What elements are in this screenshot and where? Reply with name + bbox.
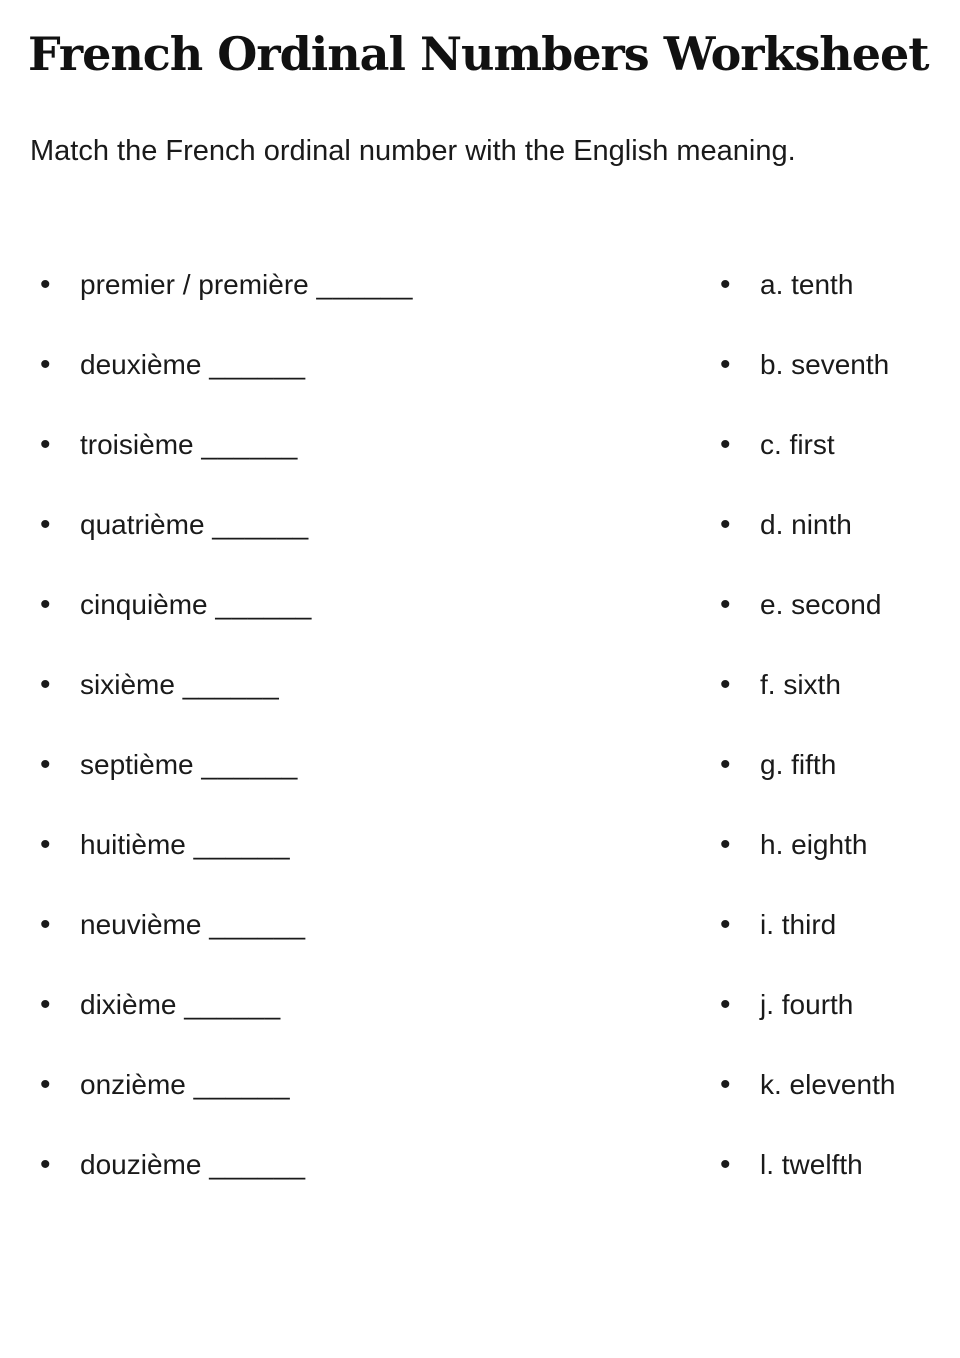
- english-meaning-label: c. first: [760, 429, 835, 460]
- french-ordinal-item: [40, 263, 413, 343]
- answer-blank: ______: [184, 989, 281, 1020]
- french-ordinal-item: [40, 503, 413, 583]
- bullet-icon: •: [40, 668, 51, 701]
- bullet-icon: •: [40, 908, 51, 941]
- bullet-icon: •: [720, 828, 731, 861]
- english-meaning-label: g. fifth: [760, 749, 837, 780]
- french-ordinal-item: [40, 1143, 413, 1223]
- bullet-icon: •: [720, 508, 731, 541]
- french-ordinal-item: [40, 663, 413, 743]
- french-ordinal-item: [40, 1063, 413, 1143]
- answer-blank: ______: [212, 509, 309, 540]
- french-ordinal-label: neuvième: [80, 909, 202, 940]
- bullet-icon: •: [40, 428, 51, 461]
- bullet-icon: •: [720, 748, 731, 781]
- answer-blank: ______: [193, 1069, 291, 1100]
- bullet-icon: •: [720, 988, 731, 1021]
- french-ordinal-item: [40, 343, 413, 423]
- french-ordinal-label: douzième: [80, 1149, 202, 1180]
- answer-blank: ______: [209, 1149, 306, 1180]
- french-ordinal-label: sixième: [80, 669, 175, 700]
- french-ordinal-list: [40, 263, 413, 1223]
- answer-blank: ______: [182, 669, 280, 700]
- bullet-icon: •: [720, 908, 731, 941]
- bullet-icon: •: [40, 268, 51, 301]
- bullet-icon: •: [40, 828, 51, 861]
- bullet-icon: •: [40, 988, 51, 1021]
- english-meaning-list: [720, 263, 895, 1223]
- english-meaning-label: l. twelfth: [760, 1149, 863, 1180]
- english-meaning-label: i. third: [760, 909, 837, 940]
- bullet-icon: •: [720, 348, 731, 381]
- bullet-icon: •: [720, 268, 731, 301]
- bullet-icon: •: [720, 668, 731, 701]
- french-ordinal-label: dixième: [80, 989, 177, 1020]
- english-meaning-label: j. fourth: [760, 989, 854, 1020]
- english-meaning-item: [720, 823, 895, 903]
- english-meaning-label: k. eleventh: [760, 1069, 896, 1100]
- english-meaning-item: [720, 503, 895, 583]
- french-ordinal-item: [40, 823, 413, 903]
- english-meaning-label: h. eighth: [760, 829, 868, 860]
- answer-blank: ______: [193, 829, 291, 860]
- english-meaning-label: e. second: [760, 589, 882, 620]
- english-meaning-item: [720, 1063, 895, 1143]
- english-meaning-label: b. seventh: [760, 349, 890, 380]
- answer-blank: ______: [201, 429, 298, 460]
- instructions: Match the French ordinal number with the English meaning.: [30, 135, 796, 167]
- bullet-icon: •: [40, 348, 51, 381]
- french-ordinal-label: onzième: [80, 1069, 186, 1100]
- french-ordinal-item: [40, 423, 413, 503]
- french-ordinal-item: [40, 743, 413, 823]
- english-meaning-item: [720, 743, 895, 823]
- french-ordinal-label: troisième: [80, 429, 194, 460]
- english-meaning-label: d. ninth: [760, 509, 852, 540]
- answer-blank: ______: [215, 589, 312, 620]
- english-meaning-item: [720, 663, 895, 743]
- bullet-icon: •: [40, 748, 51, 781]
- english-meaning-item: [720, 583, 895, 663]
- answer-blank: ______: [209, 909, 306, 940]
- answer-blank: ______: [316, 269, 413, 300]
- bullet-icon: •: [40, 1068, 51, 1101]
- french-ordinal-label: quatrième: [80, 509, 205, 540]
- bullet-icon: •: [720, 588, 731, 621]
- english-meaning-item: [720, 1143, 895, 1223]
- english-meaning-item: [720, 903, 895, 983]
- french-ordinal-label: huitième: [80, 829, 186, 860]
- english-meaning-item: [720, 263, 895, 343]
- bullet-icon: •: [40, 508, 51, 541]
- bullet-icon: •: [40, 1148, 51, 1181]
- french-ordinal-item: [40, 583, 413, 663]
- bullet-icon: •: [40, 588, 51, 621]
- french-ordinal-label: septième: [80, 749, 194, 780]
- french-ordinal-item: [40, 903, 413, 983]
- bullet-icon: •: [720, 428, 731, 461]
- answer-blank: ______: [209, 349, 306, 380]
- english-meaning-item: [720, 343, 895, 423]
- english-meaning-label: f. sixth: [760, 669, 841, 700]
- french-ordinal-label: deuxième: [80, 349, 202, 380]
- bullet-icon: •: [720, 1148, 731, 1181]
- english-meaning-item: [720, 423, 895, 503]
- french-ordinal-item: [40, 983, 413, 1063]
- bullet-icon: •: [720, 1068, 731, 1101]
- worksheet-title: French Ordinal Numbers Worksheet: [28, 27, 929, 81]
- english-meaning-item: [720, 983, 895, 1063]
- french-ordinal-label: premier / première: [80, 269, 309, 300]
- english-meaning-label: a. tenth: [760, 269, 854, 300]
- french-ordinal-label: cinquième: [80, 589, 208, 620]
- answer-blank: ______: [201, 749, 298, 780]
